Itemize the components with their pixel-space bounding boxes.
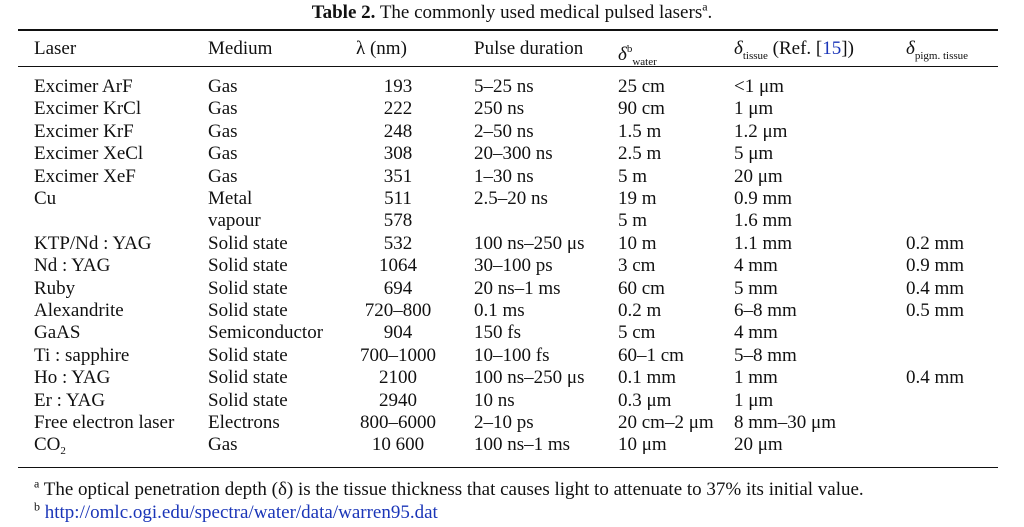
cell-penetration-water: 25 cm (618, 76, 665, 97)
cell-pulse-duration: 100 ns–250 μs (474, 367, 585, 388)
cell-wavelength: 248 (383, 121, 413, 142)
cell-laser: Alexandrite (34, 300, 124, 321)
cell-laser: Free electron laser (34, 412, 175, 433)
cell-pulse-duration: 250 ns (474, 98, 525, 119)
cell-penetration-tissue: 4 mm (734, 255, 778, 276)
header-water-footnote-mark: b (626, 43, 633, 55)
cell-medium: Solid state (208, 233, 288, 254)
cell-pulse-duration: 30–100 ps (474, 255, 553, 276)
cell-medium: Solid state (208, 367, 288, 388)
cell-penetration-water: 20 cm–2 μm (618, 412, 714, 433)
header-penetration-pigmented (906, 38, 968, 62)
cell-penetration-tissue: 1.2 μm (734, 121, 788, 142)
header-laser: Laser (34, 38, 77, 59)
cell-pulse-duration: 100 ns–250 μs (474, 233, 585, 254)
header-pigm-delta: δ (906, 38, 915, 59)
cell-pulse-duration: 20 ns–1 ms (474, 278, 561, 299)
cell-wavelength: 511 (384, 188, 412, 209)
cell-wavelength: 800–6000 (360, 412, 436, 433)
footnote-a (34, 476, 864, 501)
cell-laser: Ho : YAG (34, 367, 111, 388)
footnote-b-mark: b (34, 499, 40, 514)
cell-laser-subscript: 2 (60, 445, 66, 457)
cell-wavelength: 2940 (379, 390, 417, 411)
cell-laser: Ti : sapphire (34, 345, 130, 366)
cell-laser: Er : YAG (34, 390, 106, 411)
cell-penetration-water: 10 μm (618, 434, 667, 455)
cell-penetration-water: 0.2 m (618, 300, 662, 321)
cell-penetration-pigmented: 0.4 mm (906, 278, 965, 299)
cell-laser: GaAS (34, 322, 81, 343)
cell-pulse-duration: 20–300 ns (474, 143, 553, 164)
cell-wavelength: 532 (383, 233, 413, 254)
cell-laser: KTP/Nd : YAG (34, 233, 152, 254)
cell-pulse-duration: 100 ns–1 ms (474, 434, 571, 455)
cell-laser: $CO_2$ (34, 434, 66, 457)
cell-wavelength: 694 (383, 278, 413, 299)
cell-medium: Gas (208, 166, 238, 187)
reference-link[interactable]: 15 (822, 38, 842, 59)
caption-footnote-mark: a (702, 0, 708, 14)
table-caption (0, 2, 1024, 24)
cell-medium: Gas (208, 143, 238, 164)
cell-penetration-water: 2.5 m (618, 143, 662, 164)
cell-medium: Solid state (208, 390, 288, 411)
cell-medium: vapour (208, 210, 261, 231)
cell-penetration-pigmented: 0.5 mm (906, 300, 965, 321)
caption-text: The commonly used medical pulsed lasers (379, 2, 703, 23)
header-tissue-ref-close: ]) (841, 38, 854, 59)
cell-medium: Gas (208, 121, 238, 142)
cell-pulse-duration: 2–10 ps (474, 412, 534, 433)
cell-wavelength: 351 (383, 166, 413, 187)
header-pulse-duration: Pulse duration (474, 38, 584, 59)
footnote-b (34, 499, 438, 524)
header-tissue-subscript: tissue (742, 50, 768, 62)
cell-medium: Solid state (208, 255, 288, 276)
cell-pulse-duration: 0.1 ms (474, 300, 525, 321)
cell-medium: Semiconductor (208, 322, 324, 343)
cell-pulse-duration: 2.5–20 ns (474, 188, 548, 209)
cell-wavelength: 578 (383, 210, 413, 231)
cell-penetration-water: 3 cm (618, 255, 656, 276)
header-water-subscript: water (632, 56, 657, 68)
cell-penetration-tissue: 6–8 mm (734, 300, 797, 321)
cell-laser: Excimer XeCl (34, 143, 144, 164)
cell-penetration-tissue: 8 mm–30 μm (734, 412, 837, 433)
cell-pulse-duration: 5–25 ns (474, 76, 534, 97)
caption-end: . (707, 2, 713, 23)
top-rule (18, 29, 998, 31)
cell-laser: Cu (34, 188, 57, 209)
header-wavelength: λ (nm) (356, 38, 407, 59)
cell-penetration-tissue: <1 μm (734, 76, 784, 97)
cell-penetration-water: 60 cm (618, 278, 665, 299)
cell-penetration-pigmented: 0.4 mm (906, 367, 965, 388)
cell-wavelength: 222 (383, 98, 413, 119)
header-water-delta: δ (618, 44, 627, 65)
cell-laser: Excimer KrF (34, 121, 134, 142)
cell-laser: Ruby (34, 278, 76, 299)
cell-penetration-pigmented: 0.9 mm (906, 255, 965, 276)
cell-penetration-tissue: 20 μm (734, 434, 783, 455)
cell-wavelength: 720–800 (364, 300, 432, 321)
header-medium: Medium (208, 38, 273, 59)
cell-penetration-tissue: 4 mm (734, 322, 778, 343)
cell-penetration-tissue: 5 mm (734, 278, 778, 299)
cell-penetration-tissue: 5 μm (734, 143, 774, 164)
cell-medium: Solid state (208, 300, 288, 321)
cell-wavelength: 308 (383, 143, 413, 164)
cell-penetration-tissue: 1 mm (734, 367, 778, 388)
cell-penetration-water: 19 m (618, 188, 657, 209)
cell-penetration-tissue: 0.9 mm (734, 188, 793, 209)
footnote-b-link[interactable]: http://omlc.ogi.edu/spectra/water/data/warren95.dat (44, 502, 438, 523)
cell-medium: Gas (208, 98, 238, 119)
cell-penetration-water: 5 m (618, 210, 648, 231)
bottom-rule (18, 467, 998, 468)
cell-penetration-water: 5 m (618, 166, 648, 187)
cell-laser: Nd : YAG (34, 255, 111, 276)
cell-laser: Excimer XeF (34, 166, 136, 187)
header-penetration-tissue (734, 38, 854, 62)
cell-wavelength: 1064 (379, 255, 417, 276)
cell-penetration-tissue: 1.6 mm (734, 210, 793, 231)
cell-pulse-duration: 2–50 ns (474, 121, 534, 142)
header-pigm-subscript: pigm. tissue (914, 50, 969, 62)
cell-penetration-tissue: 20 μm (734, 166, 783, 187)
cell-medium: Metal (208, 188, 253, 209)
header-tissue-delta: δ (734, 38, 743, 59)
cell-pulse-duration: 1–30 ns (474, 166, 534, 187)
cell-wavelength: 700–1000 (360, 345, 436, 366)
cell-medium: Gas (208, 76, 238, 97)
cell-penetration-water: 10 m (618, 233, 657, 254)
cell-pulse-duration: 10 ns (474, 390, 515, 411)
header-rule (18, 66, 998, 67)
cell-wavelength: 193 (383, 76, 413, 97)
cell-penetration-water: 1.5 m (618, 121, 662, 142)
cell-medium: Solid state (208, 345, 288, 366)
cell-laser: Excimer KrCl (34, 98, 142, 119)
caption-label: Table 2. (311, 2, 376, 23)
cell-pulse-duration: 150 fs (474, 322, 521, 343)
cell-pulse-duration: 10–100 fs (474, 345, 550, 366)
cell-wavelength: 10 600 (371, 434, 425, 455)
cell-penetration-water: 0.3 μm (618, 390, 672, 411)
cell-medium: Solid state (208, 278, 288, 299)
cell-medium: Electrons (208, 412, 280, 433)
cell-wavelength: 904 (383, 322, 413, 343)
header-penetration-water (618, 38, 657, 68)
cell-penetration-water: 5 cm (618, 322, 656, 343)
cell-penetration-water: 60–1 cm (618, 345, 684, 366)
cell-penetration-pigmented: 0.2 mm (906, 233, 965, 254)
cell-penetration-tissue: 1.1 mm (734, 233, 793, 254)
header-tissue-ref-open: (Ref. [ (767, 38, 823, 59)
cell-medium: Gas (208, 434, 238, 455)
cell-penetration-tissue: 5–8 mm (734, 345, 797, 366)
cell-wavelength: 2100 (379, 367, 417, 388)
cell-penetration-tissue: 1 μm (734, 98, 774, 119)
cell-penetration-water: 0.1 mm (618, 367, 677, 388)
footnote-a-mark: a (34, 476, 40, 491)
cell-laser: Excimer ArF (34, 76, 133, 97)
cell-penetration-water: 90 cm (618, 98, 665, 119)
footnote-a-text: The optical penetration depth (δ) is the tissue thickness that causes light to attenuate to 37% its initial value. (39, 479, 864, 500)
cell-penetration-tissue: 1 μm (734, 390, 774, 411)
